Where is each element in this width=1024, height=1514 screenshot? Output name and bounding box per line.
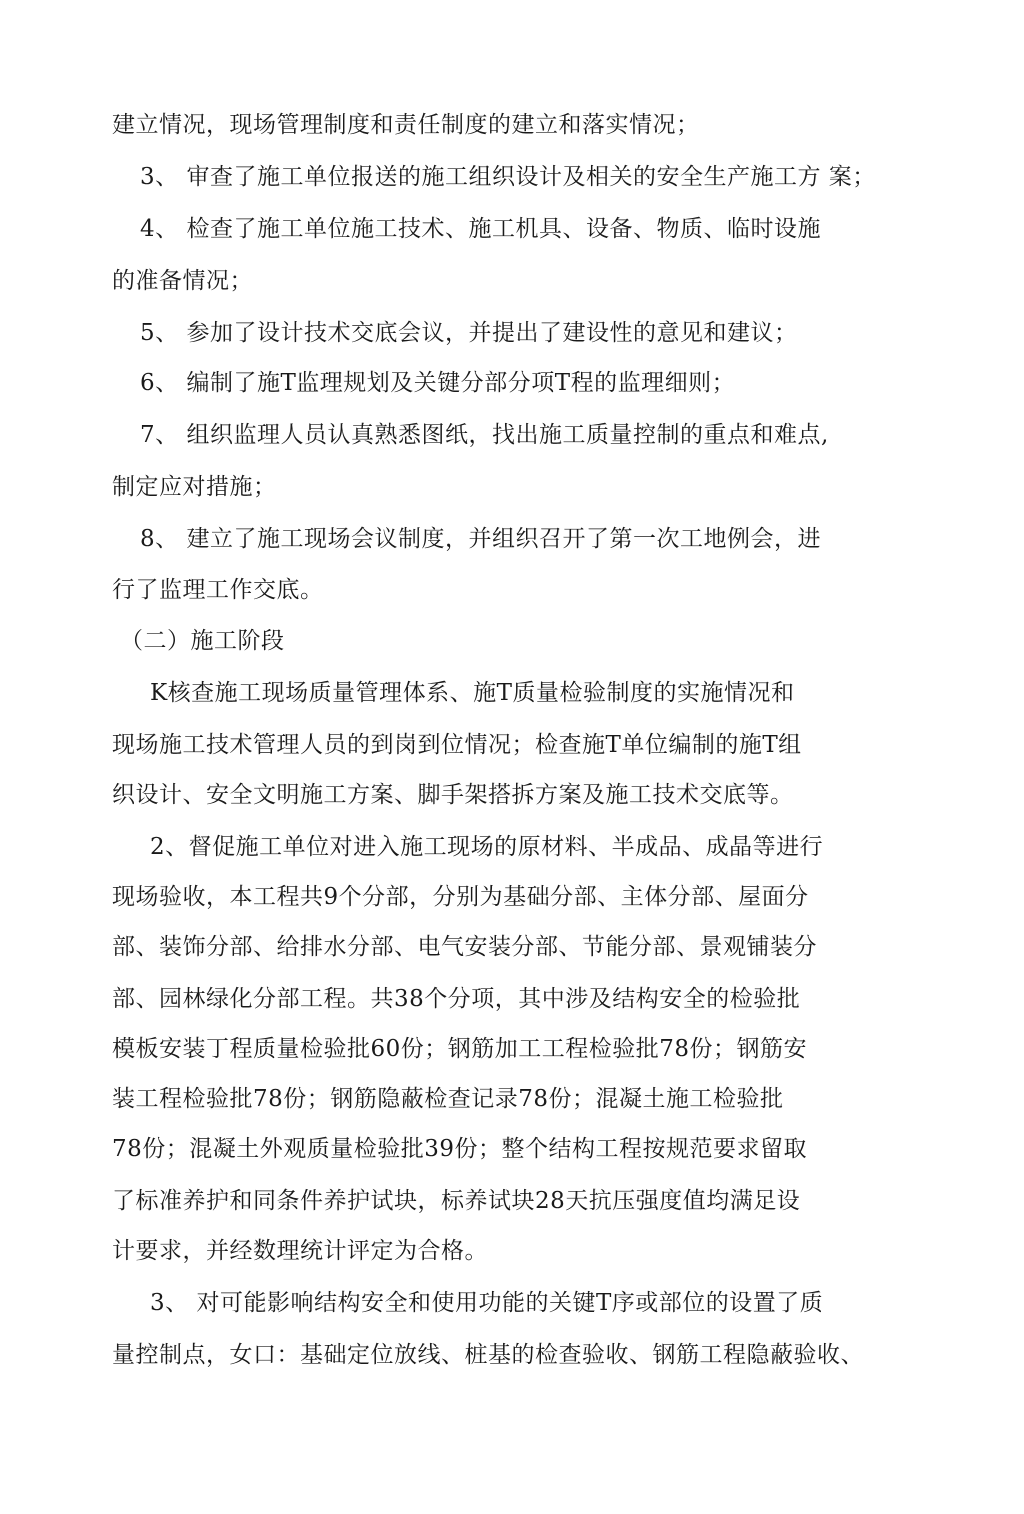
text-line: 4、 检查了施工单位施工技术、施工机具、设备、物质、临时设施 — [140, 216, 821, 242]
text-line: 制定应对措施； — [112, 474, 277, 500]
section-heading: （二）施工阶段 — [120, 628, 285, 654]
text-line: 6、 编制了施T监理规划及关键分部分项T程的监理细则； — [140, 370, 736, 396]
text-line: 8、 建立了施工现场会议制度，并组织召开了第一次工地例会，进 — [140, 526, 821, 552]
text-line: 7、 组织监理人员认真熟悉图纸，找出施工质量控制的重点和难点, — [140, 422, 829, 448]
text-line: 现场验收，本工程共9个分部，分别为基础分部、主体分部、屋面分 — [112, 884, 809, 910]
text-line: 3、 对可能影响结构安全和使用功能的关键T序或部位的设置了质 — [150, 1290, 824, 1316]
text-line: 织设计、安全文明施工方案、脚手架搭拆方案及施工技术交底等。 — [112, 782, 794, 808]
text-line: 部、装饰分部、给排水分部、电气安装分部、节能分部、景观铺装分 — [112, 934, 817, 960]
text-line: 3、 审查了施工单位报送的施工组织设计及相关的安全生产施工方 案； — [140, 164, 876, 190]
text-line: 行了监理工作交底。 — [112, 577, 324, 603]
text-line: 计要求，并经数理统计评定为合格。 — [112, 1238, 488, 1264]
text-line: 部、园林绿化分部工程。共38个分项，其中涉及结构安全的检验批 — [112, 986, 801, 1012]
text-line: 现场施工技术管理人员的到岗到位情况；检查施T单位编制的施T组 — [112, 732, 802, 758]
text-line: 了标准养护和同条件养护试块，标养试块28天抗压强度值均满足设 — [112, 1188, 801, 1214]
text-line: 建立情况，现场管理制度和责任制度的建立和落实情况； — [112, 112, 700, 138]
text-line: 量控制点，女口：基础定位放线、桩基的检查验收、钢筋工程隐蔽验收、 — [112, 1342, 864, 1368]
text-line: 2、督促施工单位对进入施工现场的原材料、半成品、成晶等进行 — [150, 834, 824, 860]
text-line: K核查施工现场质量管理体系、施T质量检验制度的实施情况和 — [150, 680, 795, 706]
text-line: 5、 参加了设计技术交底会议，并提出了建设性的意见和建议； — [140, 320, 798, 346]
text-line: 78份；混凝土外观质量检验批39份；整个结构工程按规范要求留取 — [112, 1136, 808, 1162]
text-line: 模板安装丁程质量检验批60份；钢筋加工工程检验批78份；钢筋安 — [112, 1036, 808, 1062]
text-line: 的准备情况； — [112, 268, 253, 294]
text-line: 装工程检验批78份；钢筋隐蔽检查记录78份；混凝土施工检验批 — [112, 1086, 784, 1112]
